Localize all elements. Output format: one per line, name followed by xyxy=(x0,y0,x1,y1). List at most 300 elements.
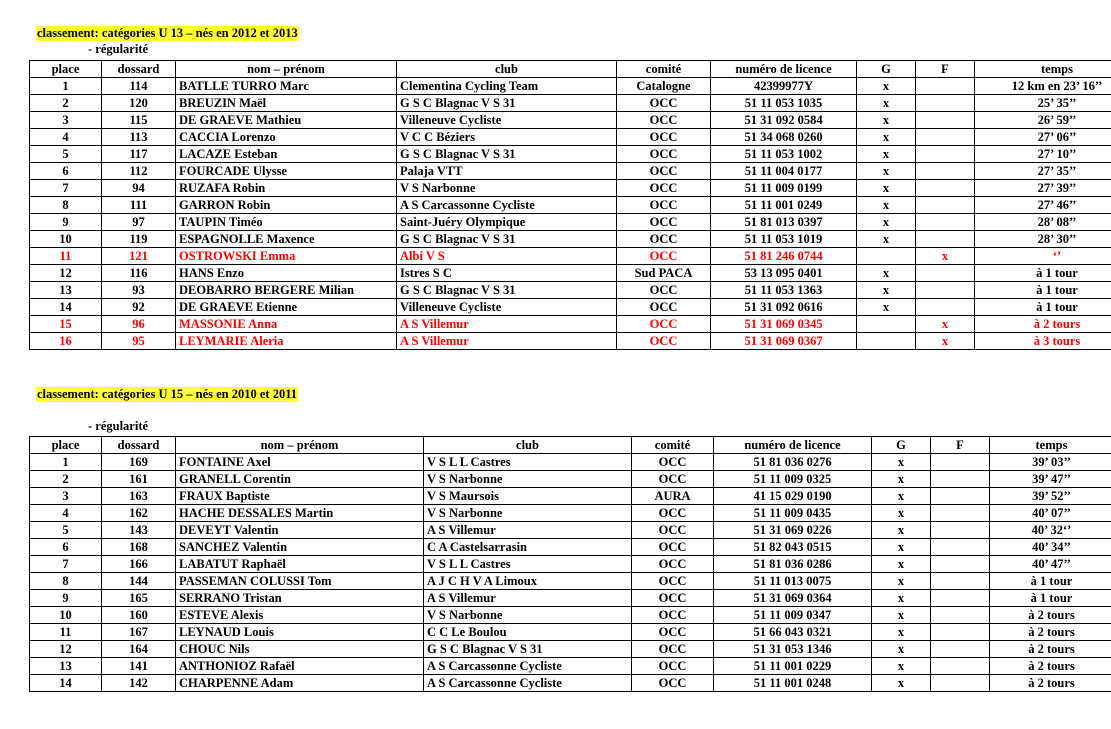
cell-f xyxy=(931,624,990,641)
cell-temps: 39’ 52’’ xyxy=(990,488,1111,505)
column-header-comite: comité xyxy=(632,437,714,454)
cell-comite: OCC xyxy=(617,95,711,112)
cell-f xyxy=(916,197,975,214)
cell-comite: OCC xyxy=(632,573,714,590)
cell-nom-prenom: CHOUC Nils xyxy=(176,641,424,658)
cell-licence: 51 31 069 0367 xyxy=(711,333,857,350)
cell-licence: 51 11 013 0075 xyxy=(714,573,872,590)
cell-club: V S Narbonne xyxy=(424,471,632,488)
cell-dossard: 117 xyxy=(102,146,176,163)
cell-g: x xyxy=(872,539,931,556)
cell-club: V S Narbonne xyxy=(424,505,632,522)
cell-f xyxy=(931,658,990,675)
table-row xyxy=(30,454,1111,471)
table-row xyxy=(30,231,1111,248)
cell-temps: ‘’ xyxy=(975,248,1111,265)
cell-licence: 51 11 001 0229 xyxy=(714,658,872,675)
cell-place: 1 xyxy=(30,454,102,471)
cell-dossard: 144 xyxy=(102,573,176,590)
cell-place: 1 xyxy=(30,78,102,95)
table-row xyxy=(30,180,1111,197)
cell-temps: à 2 tours xyxy=(990,624,1111,641)
cell-licence: 51 11 053 1019 xyxy=(711,231,857,248)
cell-g: x xyxy=(857,95,916,112)
table-row xyxy=(30,299,1111,316)
cell-dossard: 163 xyxy=(102,488,176,505)
cell-comite: OCC xyxy=(632,624,714,641)
cell-dossard: 143 xyxy=(102,522,176,539)
cell-club: Clementina Cycling Team xyxy=(397,78,617,95)
cell-licence: 51 11 009 0199 xyxy=(711,180,857,197)
table-row xyxy=(30,129,1111,146)
cell-licence: 51 81 013 0397 xyxy=(711,214,857,231)
cell-nom-prenom: DE GRAEVE Mathieu xyxy=(176,112,397,129)
cell-nom-prenom: SERRANO Tristan xyxy=(176,590,424,607)
cell-comite: OCC xyxy=(632,556,714,573)
cell-g: x xyxy=(872,471,931,488)
cell-licence: 51 31 069 0345 xyxy=(711,316,857,333)
cell-place: 15 xyxy=(30,316,102,333)
cell-nom-prenom: LABATUT Raphaël xyxy=(176,556,424,573)
cell-place: 7 xyxy=(30,556,102,573)
cell-licence: 51 31 069 0364 xyxy=(714,590,872,607)
cell-nom-prenom: OSTROWSKI Emma xyxy=(176,248,397,265)
cell-licence: 51 31 069 0226 xyxy=(714,522,872,539)
cell-temps: 40’ 07’’ xyxy=(990,505,1111,522)
column-header-g: G xyxy=(857,61,916,78)
cell-nom-prenom: LACAZE Esteban xyxy=(176,146,397,163)
column-header-dossard: dossard xyxy=(102,437,176,454)
cell-comite: Catalogne xyxy=(617,78,711,95)
cell-place: 11 xyxy=(30,624,102,641)
cell-place: 13 xyxy=(30,282,102,299)
cell-f xyxy=(931,505,990,522)
cell-licence: 51 11 001 0248 xyxy=(714,675,872,692)
cell-f xyxy=(916,265,975,282)
cell-temps: 27’ 46’’ xyxy=(975,197,1111,214)
cell-club: Albi V S xyxy=(397,248,617,265)
cell-temps: 39’ 03’’ xyxy=(990,454,1111,471)
cell-g: x xyxy=(857,180,916,197)
cell-nom-prenom: PASSEMAN COLUSSI Tom xyxy=(176,573,424,590)
column-header-g: G xyxy=(872,437,931,454)
cell-temps: à 3 tours xyxy=(975,333,1111,350)
cell-f xyxy=(931,675,990,692)
table-row xyxy=(30,333,1111,350)
column-header-nom-prenom: nom – prénom xyxy=(176,437,424,454)
cell-licence: 51 11 053 1002 xyxy=(711,146,857,163)
cell-nom-prenom: DEVEYT Valentin xyxy=(176,522,424,539)
cell-club: G S C Blagnac V S 31 xyxy=(397,146,617,163)
table-row xyxy=(30,146,1111,163)
cell-comite: OCC xyxy=(617,129,711,146)
cell-licence: 42399977Y xyxy=(711,78,857,95)
table-row xyxy=(30,471,1111,488)
cell-f xyxy=(931,590,990,607)
column-header-place: place xyxy=(30,437,102,454)
cell-nom-prenom: FOURCADE Ulysse xyxy=(176,163,397,180)
cell-dossard: 119 xyxy=(102,231,176,248)
cell-nom-prenom: RUZAFA Robin xyxy=(176,180,397,197)
cell-comite: OCC xyxy=(617,197,711,214)
cell-dossard: 161 xyxy=(102,471,176,488)
cell-comite: OCC xyxy=(632,471,714,488)
cell-comite: OCC xyxy=(632,590,714,607)
cell-temps: à 1 tour xyxy=(975,265,1111,282)
cell-f: x xyxy=(916,316,975,333)
cell-licence: 51 31 092 0616 xyxy=(711,299,857,316)
cell-nom-prenom: BATLLE TURRO Marc xyxy=(176,78,397,95)
cell-dossard: 160 xyxy=(102,607,176,624)
table-row xyxy=(30,95,1111,112)
results-table-u15 xyxy=(29,436,1111,692)
cell-comite: OCC xyxy=(617,248,711,265)
cell-club: A J C H V A Limoux xyxy=(424,573,632,590)
cell-temps: à 1 tour xyxy=(990,573,1111,590)
cell-f xyxy=(916,146,975,163)
cell-g: x xyxy=(857,231,916,248)
cell-g: x xyxy=(872,454,931,471)
cell-temps: 28’ 08’’ xyxy=(975,214,1111,231)
cell-club: A S Carcassonne Cycliste xyxy=(424,675,632,692)
header-row xyxy=(30,61,1111,78)
cell-dossard: 121 xyxy=(102,248,176,265)
table-row xyxy=(30,556,1111,573)
cell-club: V S Narbonne xyxy=(424,607,632,624)
cell-g: x xyxy=(872,573,931,590)
table-row xyxy=(30,607,1111,624)
cell-licence: 51 31 092 0584 xyxy=(711,112,857,129)
cell-dossard: 114 xyxy=(102,78,176,95)
cell-comite: OCC xyxy=(617,180,711,197)
cell-nom-prenom: ESTEVE Alexis xyxy=(176,607,424,624)
cell-place: 6 xyxy=(30,163,102,180)
cell-temps: 27’ 39’’ xyxy=(975,180,1111,197)
cell-club: G S C Blagnac V S 31 xyxy=(397,282,617,299)
cell-licence: 51 81 036 0286 xyxy=(714,556,872,573)
cell-comite: OCC xyxy=(617,112,711,129)
cell-licence: 51 34 068 0260 xyxy=(711,129,857,146)
cell-g: x xyxy=(857,214,916,231)
cell-nom-prenom: FRAUX Baptiste xyxy=(176,488,424,505)
table-row xyxy=(30,522,1111,539)
table-row xyxy=(30,214,1111,231)
results-table-u13 xyxy=(29,60,1111,350)
cell-comite: OCC xyxy=(617,316,711,333)
cell-g xyxy=(857,248,916,265)
cell-dossard: 169 xyxy=(102,454,176,471)
cell-place: 10 xyxy=(30,607,102,624)
header-row xyxy=(30,437,1111,454)
table-row xyxy=(30,573,1111,590)
section-title-u13: classement: catégories U 13 – nés en 2012 et 2013 xyxy=(37,26,298,40)
column-header-comite: comité xyxy=(617,61,711,78)
table-row xyxy=(30,163,1111,180)
cell-g: x xyxy=(872,658,931,675)
column-header-club: club xyxy=(424,437,632,454)
cell-licence: 51 11 009 0435 xyxy=(714,505,872,522)
cell-comite: OCC xyxy=(617,214,711,231)
cell-licence: 51 11 053 1035 xyxy=(711,95,857,112)
cell-temps: 40’ 32‘’ xyxy=(990,522,1111,539)
cell-temps: 27’ 10’’ xyxy=(975,146,1111,163)
cell-nom-prenom: HACHE DESSALES Martin xyxy=(176,505,424,522)
cell-g: x xyxy=(857,163,916,180)
cell-licence: 51 81 036 0276 xyxy=(714,454,872,471)
cell-g: x xyxy=(857,282,916,299)
cell-place: 9 xyxy=(30,214,102,231)
cell-place: 3 xyxy=(30,112,102,129)
cell-club: V S L L Castres xyxy=(424,556,632,573)
cell-temps: à 1 tour xyxy=(975,299,1111,316)
cell-club: C A Castelsarrasin xyxy=(424,539,632,556)
cell-g: x xyxy=(872,675,931,692)
cell-f xyxy=(931,454,990,471)
cell-f xyxy=(916,282,975,299)
cell-comite: OCC xyxy=(617,146,711,163)
cell-comite: OCC xyxy=(617,163,711,180)
cell-g: x xyxy=(872,624,931,641)
cell-temps: 12 km en 23’ 16’’ xyxy=(975,78,1111,95)
cell-temps: 40’ 47’’ xyxy=(990,556,1111,573)
cell-club: Istres S C xyxy=(397,265,617,282)
cell-nom-prenom: DEOBARRO BERGERE Milian xyxy=(176,282,397,299)
cell-temps: à 2 tours xyxy=(990,607,1111,624)
cell-place: 12 xyxy=(30,265,102,282)
cell-dossard: 167 xyxy=(102,624,176,641)
cell-f xyxy=(931,488,990,505)
cell-place: 5 xyxy=(30,522,102,539)
cell-temps: 40’ 34’’ xyxy=(990,539,1111,556)
cell-place: 16 xyxy=(30,333,102,350)
cell-licence: 51 11 053 1363 xyxy=(711,282,857,299)
cell-club: Palaja VTT xyxy=(397,163,617,180)
cell-temps: 26’ 59’’ xyxy=(975,112,1111,129)
cell-place: 12 xyxy=(30,641,102,658)
cell-nom-prenom: ESPAGNOLLE Maxence xyxy=(176,231,397,248)
cell-dossard: 166 xyxy=(102,556,176,573)
cell-f xyxy=(931,641,990,658)
cell-comite: OCC xyxy=(632,539,714,556)
cell-temps: à 2 tours xyxy=(990,658,1111,675)
column-header-temps: temps xyxy=(975,61,1111,78)
cell-place: 7 xyxy=(30,180,102,197)
cell-g xyxy=(857,333,916,350)
cell-g xyxy=(857,316,916,333)
cell-dossard: 97 xyxy=(102,214,176,231)
table-row xyxy=(30,197,1111,214)
cell-club: A S Villemur xyxy=(397,316,617,333)
table-row xyxy=(30,624,1111,641)
table-row xyxy=(30,248,1111,265)
cell-club: Villeneuve Cycliste xyxy=(397,299,617,316)
cell-comite: OCC xyxy=(632,522,714,539)
cell-g: x xyxy=(872,505,931,522)
cell-dossard: 116 xyxy=(102,265,176,282)
cell-f xyxy=(916,95,975,112)
cell-dossard: 115 xyxy=(102,112,176,129)
cell-g: x xyxy=(872,556,931,573)
cell-nom-prenom: DE GRAEVE Etienne xyxy=(176,299,397,316)
cell-g: x xyxy=(872,522,931,539)
cell-f xyxy=(931,573,990,590)
cell-place: 2 xyxy=(30,471,102,488)
cell-comite: OCC xyxy=(632,675,714,692)
cell-place: 5 xyxy=(30,146,102,163)
cell-licence: 41 15 029 0190 xyxy=(714,488,872,505)
column-header-licence: numéro de licence xyxy=(714,437,872,454)
cell-licence: 51 11 009 0325 xyxy=(714,471,872,488)
cell-dossard: 95 xyxy=(102,333,176,350)
table-row xyxy=(30,78,1111,95)
cell-comite: OCC xyxy=(617,299,711,316)
cell-temps: à 2 tours xyxy=(990,641,1111,658)
cell-dossard: 113 xyxy=(102,129,176,146)
cell-club: V S L L Castres xyxy=(424,454,632,471)
cell-dossard: 168 xyxy=(102,539,176,556)
cell-licence: 51 11 001 0249 xyxy=(711,197,857,214)
cell-temps: 27’ 06’’ xyxy=(975,129,1111,146)
cell-place: 4 xyxy=(30,129,102,146)
cell-nom-prenom: ANTHONIOZ Rafaël xyxy=(176,658,424,675)
cell-comite: OCC xyxy=(617,282,711,299)
cell-comite: OCC xyxy=(617,231,711,248)
cell-comite: OCC xyxy=(632,607,714,624)
table-row xyxy=(30,675,1111,692)
cell-g: x xyxy=(857,112,916,129)
cell-place: 4 xyxy=(30,505,102,522)
cell-f xyxy=(916,129,975,146)
cell-place: 2 xyxy=(30,95,102,112)
cell-dossard: 112 xyxy=(102,163,176,180)
cell-place: 14 xyxy=(30,299,102,316)
section-subtitle-u13: - régularité xyxy=(88,42,149,56)
cell-nom-prenom: SANCHEZ Valentin xyxy=(176,539,424,556)
cell-dossard: 164 xyxy=(102,641,176,658)
cell-place: 8 xyxy=(30,573,102,590)
cell-comite: OCC xyxy=(632,454,714,471)
column-header-licence: numéro de licence xyxy=(711,61,857,78)
cell-g: x xyxy=(872,641,931,658)
cell-temps: 39’ 47’’ xyxy=(990,471,1111,488)
cell-f xyxy=(916,214,975,231)
cell-club: A S Carcassonne Cycliste xyxy=(397,197,617,214)
cell-club: A S Villemur xyxy=(397,333,617,350)
cell-f: x xyxy=(916,248,975,265)
table-row xyxy=(30,641,1111,658)
column-header-club: club xyxy=(397,61,617,78)
cell-nom-prenom: FONTAINE Axel xyxy=(176,454,424,471)
cell-club: V C C Béziers xyxy=(397,129,617,146)
cell-dossard: 120 xyxy=(102,95,176,112)
table-row xyxy=(30,282,1111,299)
cell-g: x xyxy=(857,197,916,214)
cell-comite: OCC xyxy=(632,505,714,522)
cell-f xyxy=(931,522,990,539)
table-row xyxy=(30,265,1111,282)
cell-club: G S C Blagnac V S 31 xyxy=(397,231,617,248)
cell-g: x xyxy=(872,590,931,607)
cell-club: C C Le Boulou xyxy=(424,624,632,641)
cell-g: x xyxy=(857,129,916,146)
cell-temps: à 1 tour xyxy=(990,590,1111,607)
cell-temps: 27’ 35’’ xyxy=(975,163,1111,180)
column-header-f: F xyxy=(931,437,990,454)
cell-g: x xyxy=(857,78,916,95)
cell-nom-prenom: CHARPENNE Adam xyxy=(176,675,424,692)
cell-comite: OCC xyxy=(632,641,714,658)
cell-g: x xyxy=(872,607,931,624)
table-row xyxy=(30,488,1111,505)
cell-f: x xyxy=(916,333,975,350)
cell-licence: 51 82 043 0515 xyxy=(714,539,872,556)
cell-g: x xyxy=(872,488,931,505)
cell-place: 8 xyxy=(30,197,102,214)
cell-place: 3 xyxy=(30,488,102,505)
cell-dossard: 165 xyxy=(102,590,176,607)
cell-club: A S Carcassonne Cycliste xyxy=(424,658,632,675)
cell-nom-prenom: LEYMARIE Aleria xyxy=(176,333,397,350)
cell-dossard: 111 xyxy=(102,197,176,214)
cell-club: G S C Blagnac V S 31 xyxy=(424,641,632,658)
cell-f xyxy=(916,180,975,197)
cell-dossard: 162 xyxy=(102,505,176,522)
cell-g: x xyxy=(857,299,916,316)
cell-licence: 51 81 246 0744 xyxy=(711,248,857,265)
cell-licence: 51 11 004 0177 xyxy=(711,163,857,180)
cell-licence: 51 66 043 0321 xyxy=(714,624,872,641)
section-subtitle-u15: - régularité xyxy=(88,419,149,433)
cell-f xyxy=(916,78,975,95)
cell-nom-prenom: HANS Enzo xyxy=(176,265,397,282)
cell-dossard: 93 xyxy=(102,282,176,299)
cell-nom-prenom: GARRON Robin xyxy=(176,197,397,214)
cell-temps: à 1 tour xyxy=(975,282,1111,299)
table-row xyxy=(30,316,1111,333)
cell-place: 14 xyxy=(30,675,102,692)
cell-f xyxy=(916,163,975,180)
cell-f xyxy=(916,231,975,248)
cell-temps: à 2 tours xyxy=(975,316,1111,333)
cell-club: V S Maursois xyxy=(424,488,632,505)
cell-comite: OCC xyxy=(632,658,714,675)
table-row xyxy=(30,112,1111,129)
cell-dossard: 94 xyxy=(102,180,176,197)
cell-club: Villeneuve Cycliste xyxy=(397,112,617,129)
column-header-place: place xyxy=(30,61,102,78)
table-row xyxy=(30,505,1111,522)
cell-g: x xyxy=(857,146,916,163)
cell-comite: OCC xyxy=(617,333,711,350)
cell-f xyxy=(931,471,990,488)
cell-nom-prenom: GRANELL Corentin xyxy=(176,471,424,488)
column-header-f: F xyxy=(916,61,975,78)
cell-dossard: 92 xyxy=(102,299,176,316)
cell-club: G S C Blagnac V S 31 xyxy=(397,95,617,112)
cell-nom-prenom: TAUPIN Timéo xyxy=(176,214,397,231)
cell-club: Saint-Juéry Olympique xyxy=(397,214,617,231)
cell-place: 6 xyxy=(30,539,102,556)
cell-comite: AURA xyxy=(632,488,714,505)
cell-f xyxy=(931,607,990,624)
cell-f xyxy=(931,539,990,556)
cell-club: V S Narbonne xyxy=(397,180,617,197)
cell-f xyxy=(916,112,975,129)
cell-nom-prenom: BREUZIN Maël xyxy=(176,95,397,112)
cell-dossard: 96 xyxy=(102,316,176,333)
table-row xyxy=(30,658,1111,675)
cell-place: 10 xyxy=(30,231,102,248)
